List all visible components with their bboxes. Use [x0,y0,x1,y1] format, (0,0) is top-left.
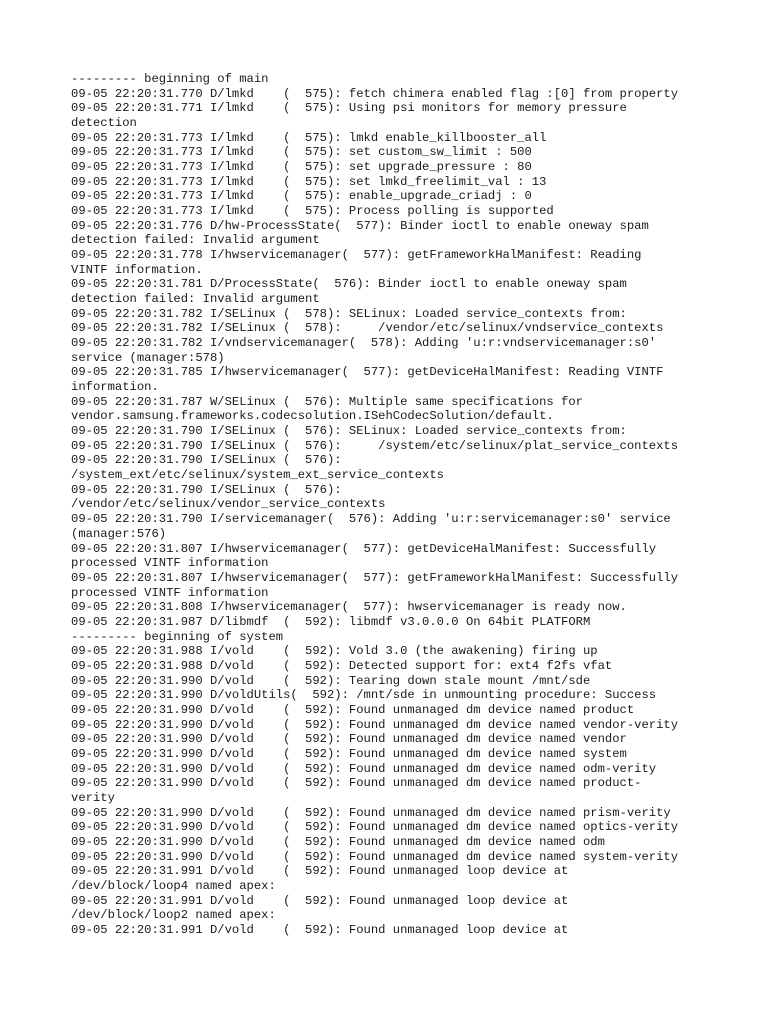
log-line: 09-05 22:20:31.990 D/voldUtils( 592): /mnt/sde in unmounting procedure: Success [71,688,657,703]
log-line: detection failed: Invalid argument [71,292,320,307]
log-line: 09-05 22:20:31.782 I/vndservicemanager( 578): Adding 'u:r:vndservicemanager:s0' [71,336,657,351]
log-line: /dev/block/loop2 named apex: [71,908,276,923]
log-line: processed VINTF information [71,585,269,600]
log-line: 09-05 22:20:31.807 I/hwservicemanager( 577): getFrameworkHalManifest: Successfully [71,570,679,585]
log-line: /vendor/etc/selinux/vendor_service_contexts [71,497,386,512]
log-line: 09-05 22:20:31.990 D/vold ( 592): Found unmanaged dm device named vendor-verity [71,717,679,732]
log-line: 09-05 22:20:31.807 I/hwservicemanager( 577): getDeviceHalManifest: Successfully [71,541,657,556]
log-line: 09-05 22:20:31.787 W/SELinux ( 576): Multiple same specifications for [71,394,583,409]
log-line: 09-05 22:20:31.991 D/vold ( 592): Found unmanaged loop device at [71,893,569,908]
log-line: 09-05 22:20:31.991 D/vold ( 592): Found unmanaged loop device at [71,922,569,937]
log-line: 09-05 22:20:31.790 I/SELinux ( 576): [71,453,342,468]
log-line: 09-05 22:20:31.790 I/SELinux ( 576): /system/etc/selinux/plat_service_contexts [71,438,679,453]
log-line: 09-05 22:20:31.991 D/vold ( 592): Found unmanaged loop device at [71,864,569,879]
log-line: /system_ext/etc/selinux/system_ext_service_contexts [71,468,444,483]
log-line: --------- beginning of system [71,629,284,644]
log-line: 09-05 22:20:31.773 I/lmkd ( 575): set lmkd_freelimit_val : 13 [71,174,547,189]
log-line: 09-05 22:20:31.988 D/vold ( 592): Detected support for: ext4 f2fs vfat [71,658,613,673]
log-line: 09-05 22:20:31.990 D/vold ( 592): Found unmanaged dm device named vendor [71,732,627,747]
log-line: 09-05 22:20:31.773 I/lmkd ( 575): enable_upgrade_criadj : 0 [71,189,532,204]
log-line: 09-05 22:20:31.990 D/vold ( 592): Found unmanaged dm device named product [71,702,635,717]
log-line: 09-05 22:20:31.990 D/vold ( 592): Found unmanaged dm device named system-verity [71,849,679,864]
log-line: 09-05 22:20:31.771 I/lmkd ( 575): Using psi monitors for memory pressure [71,101,627,116]
log-line: 09-05 22:20:31.778 I/hwservicemanager( 577): getFrameworkHalManifest: Reading [71,248,642,263]
log-line: 09-05 22:20:31.773 I/lmkd ( 575): lmkd enable_killbooster_all [71,130,547,145]
log-line: --------- beginning of main [71,72,269,86]
log-line: VINTF information. [71,262,203,277]
log-line: 09-05 22:20:31.988 I/vold ( 592): Vold 3.0 (the awakening) firing up [71,644,598,659]
log-line: 09-05 22:20:31.987 D/libmdf ( 592): libmdf v3.0.0.0 On 64bit PLATFORM [71,614,591,629]
log-line: 09-05 22:20:31.990 D/vold ( 592): Found unmanaged dm device named product- [71,776,642,791]
log-line: 09-05 22:20:31.782 I/SELinux ( 578): /vendor/etc/selinux/vndservice_contexts [71,321,664,336]
log-line: information. [71,380,159,395]
log-line: service (manager:578) [71,350,225,365]
log-line: 09-05 22:20:31.773 I/lmkd ( 575): Process polling is supported [71,204,554,219]
log-line: verity [71,790,115,805]
log-line: detection [71,116,137,131]
log-line: 09-05 22:20:31.770 D/lmkd ( 575): fetch chimera enabled flag :[0] from property [71,86,679,101]
log-line: 09-05 22:20:31.782 I/SELinux ( 578): SELinux: Loaded service_contexts from: [71,306,627,321]
log-line: 09-05 22:20:31.990 D/vold ( 592): Found unmanaged dm device named system [71,746,627,761]
log-line: 09-05 22:20:31.990 D/vold ( 592): Found unmanaged dm device named optics-verity [71,820,679,835]
log-line: 09-05 22:20:31.781 D/ProcessState( 576): Binder ioctl to enable oneway spam [71,277,627,292]
log-line: 09-05 22:20:31.785 I/hwservicemanager( 577): getDeviceHalManifest: Reading VINTF [71,365,664,380]
log-line: 09-05 22:20:31.790 I/SELinux ( 576): [71,482,342,497]
log-line: 09-05 22:20:31.990 D/vold ( 592): Found unmanaged dm device named prism-verity [71,805,671,820]
log-line: 09-05 22:20:31.776 D/hw-ProcessState( 577): Binder ioctl to enable oneway spam [71,218,649,233]
log-line: (manager:576) [71,526,167,541]
log-line: vendor.samsung.frameworks.codecsolution.ISehCodecSolution/default. [71,409,554,424]
log-line: 09-05 22:20:31.773 I/lmkd ( 575): set custom_sw_limit : 500 [71,145,532,160]
log-line: detection failed: Invalid argument [71,233,320,248]
log-line: 09-05 22:20:31.790 I/servicemanager( 576): Adding 'u:r:servicemanager:s0' service [71,512,671,527]
log-line: processed VINTF information [71,556,269,571]
log-line: 09-05 22:20:31.990 D/vold ( 592): Found unmanaged dm device named odm [71,834,605,849]
log-line: /dev/block/loop4 named apex: [71,878,276,893]
log-line: 09-05 22:20:31.790 I/SELinux ( 576): SELinux: Loaded service_contexts from: [71,424,627,439]
log-line: 09-05 22:20:31.773 I/lmkd ( 575): set upgrade_pressure : 80 [71,160,532,175]
log-text [71,72,731,938]
log-line: 09-05 22:20:31.990 D/vold ( 592): Found unmanaged dm device named odm-verity [71,761,657,776]
log-line: 09-05 22:20:31.808 I/hwservicemanager( 577): hwservicemanager is ready now. [71,600,627,615]
log-line: 09-05 22:20:31.990 D/vold ( 592): Tearing down stale mount /mnt/sde [71,673,591,688]
